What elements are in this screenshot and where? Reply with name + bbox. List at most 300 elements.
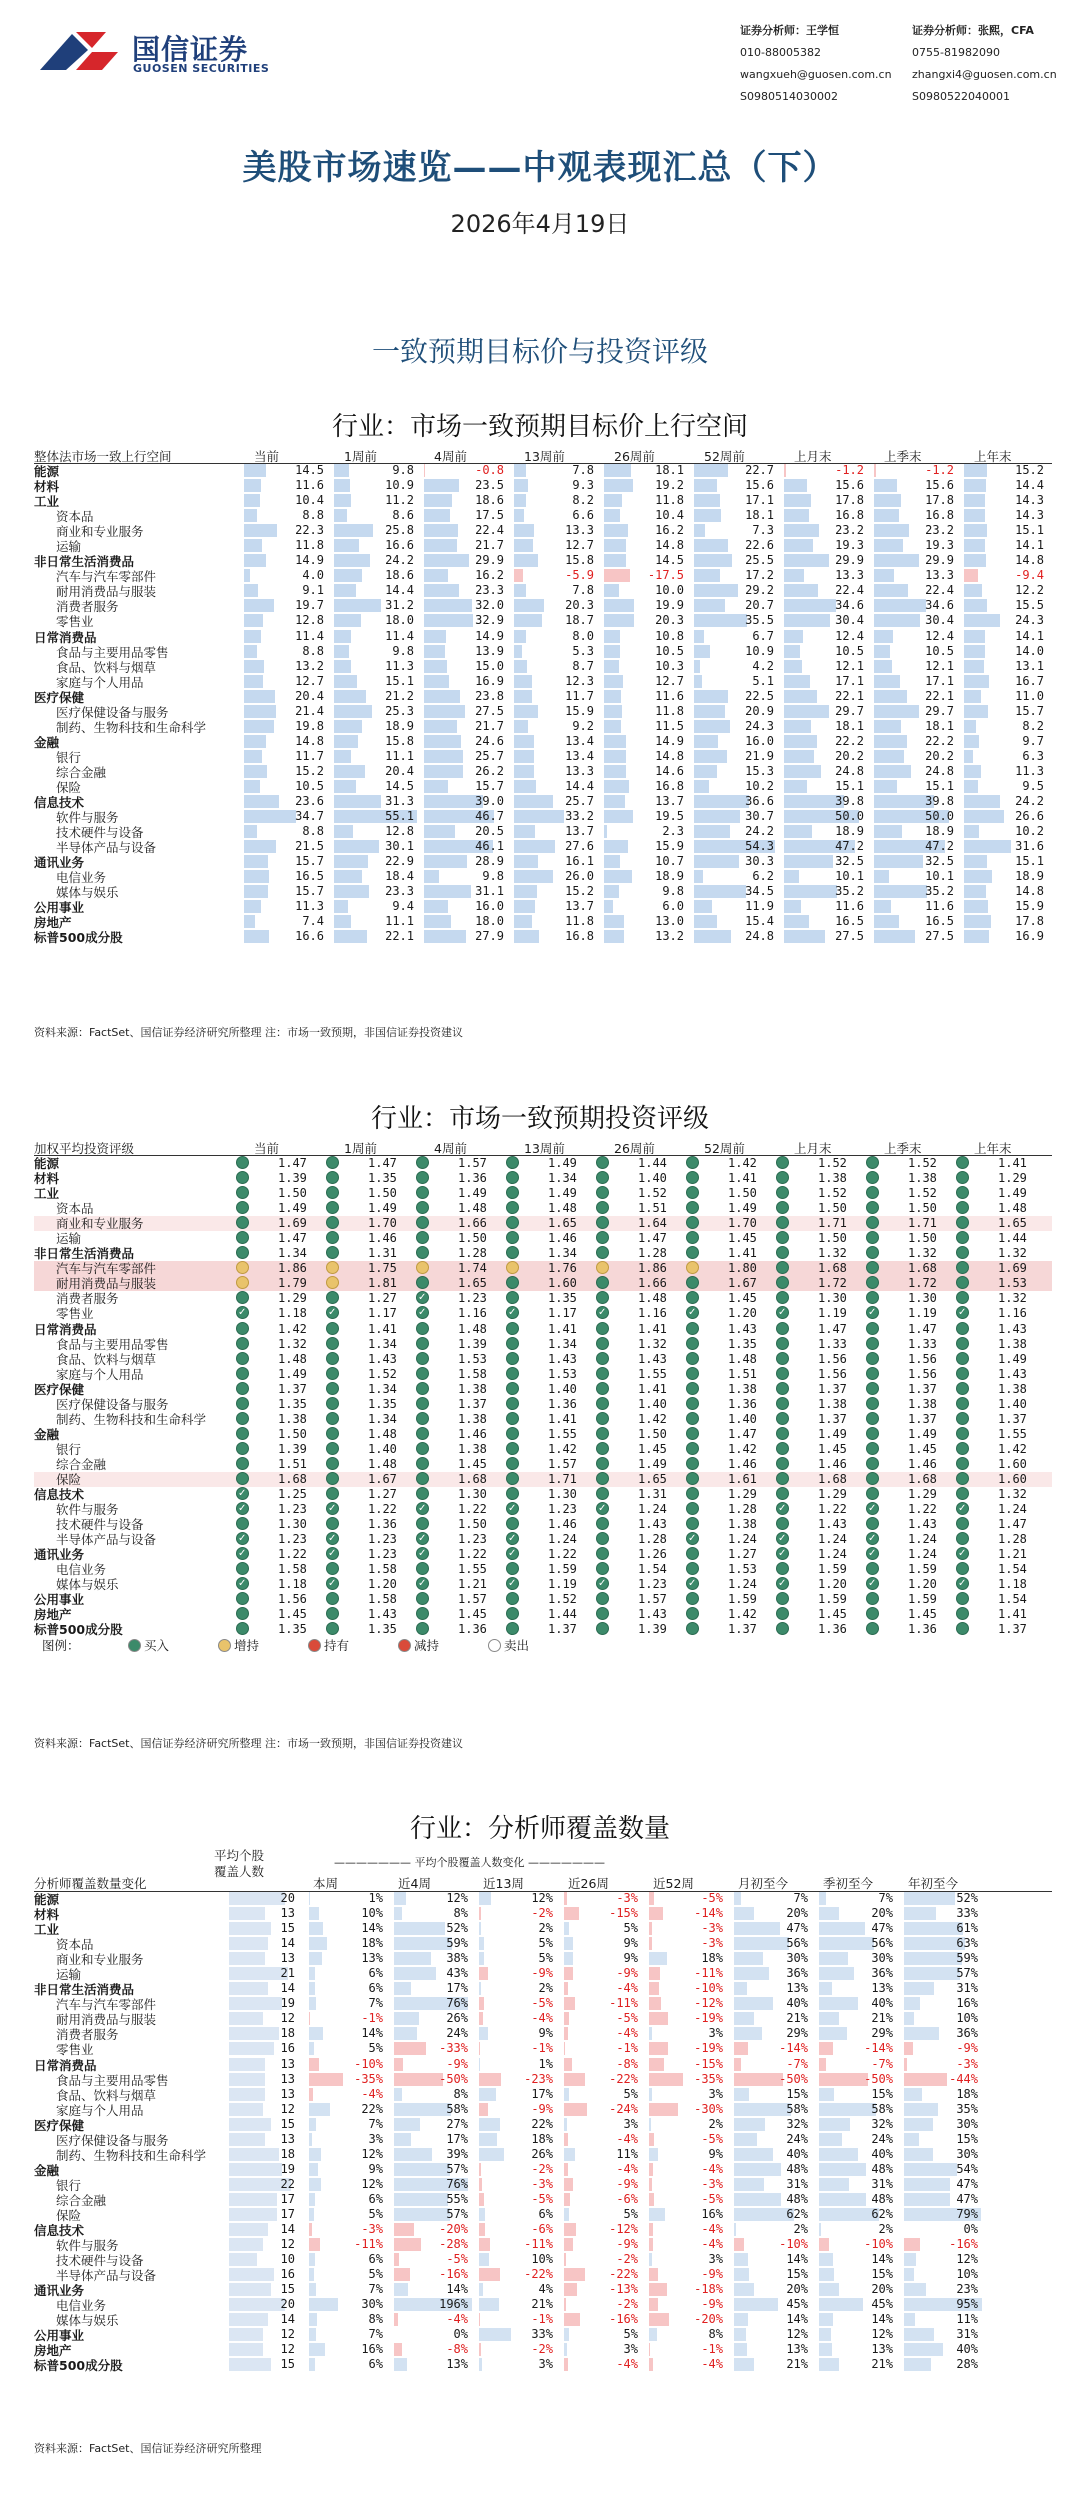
- row-label: 零售业: [56, 1306, 94, 1322]
- value-bar: [244, 840, 276, 853]
- change-number: 14%: [361, 2026, 383, 2041]
- table-row: [34, 795, 1052, 810]
- value-bar: [964, 915, 991, 928]
- table-row: [34, 2223, 1052, 2238]
- rating-icon: [866, 1472, 879, 1485]
- value-bar: [514, 630, 526, 643]
- change-cell: [564, 2042, 642, 2055]
- rating-icon: [416, 1502, 429, 1515]
- value-bar: [244, 614, 263, 627]
- value-cell: [604, 554, 688, 567]
- row-label: 零售业: [56, 614, 94, 630]
- rating-value: 1.57: [548, 1456, 577, 1471]
- rating-value: 1.29: [998, 1171, 1027, 1186]
- row-label: 房地产: [34, 915, 72, 931]
- change-bar: [479, 1982, 481, 1995]
- change-cell: [904, 2253, 982, 2266]
- rating-value: 1.24: [728, 1577, 757, 1592]
- value-bar: [874, 660, 892, 673]
- rating-icon: [866, 1156, 879, 1169]
- table-row: [34, 464, 1052, 479]
- rating-icon: [956, 1306, 969, 1319]
- change-bar: [734, 2027, 762, 2040]
- change-cell: [649, 2238, 727, 2251]
- rating-icon: [326, 1517, 339, 1530]
- value-number: 13.3: [925, 568, 954, 583]
- change-bar: [819, 2328, 831, 2341]
- value-number: 10.5: [835, 643, 864, 658]
- value-cell: [964, 765, 1048, 778]
- avg-bar: [229, 2088, 265, 2101]
- change-bar: [819, 2223, 821, 2236]
- group-header: ——————— 平均个股覆盖人数变化 ———————: [334, 1856, 605, 1869]
- value-number: 18.9: [1015, 869, 1044, 884]
- change-cell: [904, 1967, 982, 1980]
- change-cell: [904, 2193, 982, 2206]
- change-number: 47%: [956, 2191, 978, 2206]
- value-cell: [604, 645, 688, 658]
- rating-icon: [506, 1246, 519, 1259]
- row-label: 金融: [34, 1426, 60, 1442]
- row-label: 食品、饮料与烟草: [56, 2087, 157, 2103]
- change-number: 21%: [786, 2011, 808, 2026]
- avg-number: 15: [280, 2116, 295, 2131]
- value-cell: [694, 795, 778, 808]
- value-cell: [784, 810, 868, 823]
- change-number: -9%: [446, 2056, 468, 2071]
- value-bar: [334, 494, 351, 507]
- value-cell: [334, 915, 418, 928]
- change-cell: [309, 2208, 387, 2221]
- value-number: 23.2: [835, 523, 864, 538]
- value-cell: [964, 675, 1048, 688]
- value-cell: [964, 569, 1048, 582]
- change-bar: [479, 1892, 491, 1905]
- rating-value: 1.23: [458, 1291, 487, 1306]
- change-bar: [819, 2298, 863, 2311]
- avg-cell: [229, 2148, 299, 2161]
- value-number: 22.1: [835, 688, 864, 703]
- value-cell: [604, 630, 688, 643]
- value-number: 15.9: [1015, 899, 1044, 914]
- value-cell: [784, 584, 868, 597]
- rating-icon: [326, 1382, 339, 1395]
- rating-value: 1.28: [728, 1502, 757, 1517]
- change-number: 7%: [878, 1891, 893, 1905]
- rating-icon: [866, 1216, 879, 1229]
- value-number: 29.2: [745, 583, 774, 598]
- value-bar: [244, 765, 267, 778]
- value-cell: [424, 825, 508, 838]
- value-number: 7.4: [302, 914, 324, 929]
- change-number: -9%: [701, 2267, 723, 2282]
- change-bar: [649, 2148, 658, 2161]
- value-cell: [964, 464, 1048, 477]
- row-label: 汽车与汽车零部件: [56, 1261, 157, 1277]
- value-cell: [964, 705, 1048, 718]
- change-number: 16%: [956, 1996, 978, 2011]
- change-bar: [734, 2058, 741, 2071]
- change-bar: [564, 2088, 569, 2101]
- rating-icon: [326, 1231, 339, 1244]
- value-number: 9.3: [572, 478, 594, 493]
- value-cell: [424, 810, 508, 823]
- value-bar: [784, 900, 801, 913]
- row-label: 医疗保健: [34, 2117, 85, 2133]
- row-label: 公用事业: [34, 900, 85, 916]
- change-bar: [479, 1907, 481, 1920]
- change-number: 12%: [531, 1891, 553, 1905]
- legend-overweight-label: 增持: [234, 1637, 260, 1653]
- analyst-2-name: 证券分析师：张熙，CFA: [912, 24, 1034, 37]
- value-bar: [694, 780, 709, 793]
- change-number: 5%: [368, 2041, 383, 2056]
- column-header: 1周前: [344, 449, 377, 464]
- change-bar: [819, 1922, 865, 1935]
- change-cell: [309, 1967, 387, 1980]
- rating-icon: [866, 1547, 879, 1560]
- change-number: 9%: [368, 2161, 383, 2176]
- value-number: 19.5: [655, 809, 684, 824]
- change-bar: [309, 1922, 323, 1935]
- change-number: -10%: [694, 1981, 723, 1996]
- value-bar: [964, 599, 987, 612]
- rating-value: 1.52: [548, 1592, 577, 1607]
- rating-value: 1.49: [278, 1366, 307, 1381]
- value-number: 24.8: [925, 763, 954, 778]
- change-number: 13%: [871, 1981, 893, 1996]
- rating-value: 1.55: [638, 1366, 667, 1381]
- change-number: -50%: [779, 2071, 808, 2086]
- table-row: [34, 569, 1052, 584]
- change-bar: [904, 2313, 915, 2326]
- rating-icon: [686, 1156, 699, 1169]
- change-cell: [819, 1952, 897, 1965]
- change-number: 2%: [878, 2222, 893, 2237]
- value-bar: [874, 630, 893, 643]
- change-cell: [819, 2148, 897, 2161]
- change-number: 3%: [538, 2357, 553, 2372]
- change-bar: [904, 2268, 914, 2281]
- rating-value: 1.52: [818, 1156, 847, 1170]
- change-number: 10%: [956, 2011, 978, 2026]
- value-bar: [874, 599, 926, 612]
- change-number: 14%: [871, 2312, 893, 2327]
- rating-value: 1.32: [998, 1246, 1027, 1261]
- avg-number: 12: [280, 2327, 295, 2342]
- rating-icon: [956, 1592, 969, 1605]
- change-number: 58%: [446, 2101, 468, 2116]
- change-cell: [649, 1952, 727, 1965]
- rating-icon: [236, 1427, 249, 1440]
- value-number: 39.8: [925, 794, 954, 809]
- change-number: 6%: [538, 2206, 553, 2221]
- rating-value: 1.41: [998, 1156, 1027, 1170]
- rating-value: 1.49: [638, 1456, 667, 1471]
- value-number: 20.5: [475, 824, 504, 839]
- table-header: [34, 446, 1052, 464]
- rating-icon: [506, 1577, 519, 1590]
- value-bar: [784, 494, 811, 507]
- rating-value: 1.49: [278, 1201, 307, 1216]
- value-cell: [874, 810, 958, 823]
- change-bar: [734, 2118, 765, 2131]
- row-label: 能源: [34, 1892, 60, 1907]
- rating-value: 1.20: [908, 1577, 937, 1592]
- row-label: 综合金融: [56, 764, 107, 780]
- rating-value: 1.51: [728, 1366, 757, 1381]
- value-number: 10.1: [925, 869, 954, 884]
- change-cell: [819, 2133, 897, 2146]
- change-number: 21%: [786, 2357, 808, 2372]
- rating-value: 1.68: [278, 1471, 307, 1486]
- value-cell: [694, 464, 778, 477]
- change-bar: [309, 2163, 318, 2176]
- value-cell: [694, 705, 778, 718]
- change-bar: [819, 2088, 834, 2101]
- change-bar: [479, 2313, 480, 2326]
- value-number: 36.6: [745, 794, 774, 809]
- change-number: -2%: [531, 2342, 553, 2357]
- row-label: 保险: [56, 779, 82, 795]
- rating-icon: [326, 1367, 339, 1380]
- value-bar: [784, 885, 837, 898]
- rating-icon: [236, 1562, 249, 1575]
- row-label: 制药、生物科技和生命科学: [56, 719, 207, 735]
- avg-bar: [229, 2223, 268, 2236]
- value-bar: [874, 765, 911, 778]
- avg-bar: [229, 2328, 263, 2341]
- change-number: 12%: [361, 2146, 383, 2161]
- value-number: 18.1: [835, 718, 864, 733]
- change-number: 21%: [531, 2297, 553, 2312]
- change-cell: [734, 1982, 812, 1995]
- change-bar: [649, 2118, 651, 2131]
- avg-header-line2: 覆盖人数: [214, 1864, 265, 1879]
- value-cell: [424, 855, 508, 868]
- change-cell: [309, 2042, 387, 2055]
- change-number: 26%: [446, 2011, 468, 2026]
- change-cell: [819, 2238, 897, 2251]
- rating-value: 1.48: [998, 1201, 1027, 1216]
- value-bar: [784, 765, 821, 778]
- table-row: [34, 1457, 1052, 1472]
- change-cell: [394, 2238, 472, 2251]
- row-label: 工业: [34, 1922, 60, 1938]
- avg-bar: [229, 1892, 285, 1905]
- rating-icon: [596, 1577, 609, 1590]
- value-number: 16.2: [655, 523, 684, 538]
- change-cell: [564, 1892, 642, 1905]
- change-bar: [649, 2343, 650, 2356]
- value-number: 32.5: [835, 854, 864, 869]
- rating-icon: [596, 1502, 609, 1515]
- change-bar: [394, 2058, 403, 2071]
- analyst-2: [912, 20, 1057, 108]
- rating-icon: [866, 1276, 879, 1289]
- rating-icon: [416, 1427, 429, 1440]
- value-cell: [334, 599, 418, 612]
- rating-icon: [776, 1261, 789, 1274]
- value-bar: [604, 750, 626, 763]
- value-bar: [964, 630, 985, 643]
- change-cell: [564, 2253, 642, 2266]
- change-cell: [819, 2193, 897, 2206]
- value-bar: [604, 870, 632, 883]
- value-bar: [424, 705, 465, 718]
- change-bar: [649, 2268, 658, 2281]
- rating-icon: [596, 1517, 609, 1530]
- rating-value: 1.39: [458, 1336, 487, 1351]
- change-number: 3%: [708, 2026, 723, 2041]
- rating-value: 1.66: [638, 1276, 667, 1291]
- value-bar: [424, 930, 466, 943]
- value-cell: [874, 479, 958, 492]
- avg-cell: [229, 2283, 299, 2296]
- avg-bar: [229, 2208, 277, 2221]
- change-cell: [649, 2073, 727, 2086]
- value-cell: [334, 630, 418, 643]
- column-header: 上季末: [884, 1141, 922, 1156]
- value-bar: [244, 900, 261, 913]
- analyst-2-email[interactable]: zhangxi4@guosen.com.cn: [912, 68, 1057, 81]
- value-number: 24.8: [835, 763, 864, 778]
- value-number: 14.4: [385, 583, 414, 598]
- change-cell: [309, 1997, 387, 2010]
- value-cell: [604, 885, 688, 898]
- value-bar: [424, 599, 472, 612]
- change-bar: [649, 1892, 654, 1905]
- value-bar: [514, 750, 534, 763]
- value-number: 11.8: [565, 914, 594, 929]
- change-cell: [394, 2328, 472, 2341]
- table-row: [34, 1322, 1052, 1337]
- value-number: 21.2: [385, 688, 414, 703]
- change-number: -7%: [871, 2056, 893, 2071]
- rating-icon: [866, 1577, 879, 1590]
- corner-label: 加权平均投资评级: [34, 1141, 135, 1156]
- rating-icon: [866, 1592, 879, 1605]
- rating-icon: [686, 1442, 699, 1455]
- row-label: 金融: [34, 2162, 60, 2178]
- avg-cell: [229, 1937, 299, 1950]
- row-label: 保险: [56, 2207, 82, 2223]
- table-row: [34, 1517, 1052, 1532]
- change-number: 15%: [871, 2086, 893, 2101]
- value-bar: [424, 915, 451, 928]
- rating-value: 1.34: [368, 1381, 397, 1396]
- row-label: 媒体与娱乐: [56, 1577, 119, 1593]
- value-number: 16.8: [835, 508, 864, 523]
- rating-icon: [326, 1186, 339, 1199]
- rating-value: 1.22: [908, 1502, 937, 1517]
- rating-value: 1.42: [548, 1441, 577, 1456]
- row-label: 软件与服务: [56, 810, 119, 826]
- value-number: 14.6: [655, 763, 684, 778]
- value-cell: [784, 900, 868, 913]
- rating-value: 1.49: [458, 1186, 487, 1201]
- change-number: 95%: [956, 2297, 978, 2312]
- rating-value: 1.45: [728, 1291, 757, 1306]
- avg-bar: [229, 2148, 279, 2161]
- rating-icon: [416, 1352, 429, 1365]
- avg-number: 17: [280, 2206, 295, 2221]
- value-bar: [424, 464, 425, 477]
- value-number: 14.5: [385, 778, 414, 793]
- value-number: 7.8: [572, 463, 594, 477]
- change-cell: [479, 2148, 557, 2161]
- value-cell: [964, 750, 1048, 763]
- value-cell: [964, 690, 1048, 703]
- change-number: 5%: [538, 1951, 553, 1966]
- rating-icon: [866, 1532, 879, 1545]
- change-number: 1%: [538, 2056, 553, 2071]
- row-label: 食品与主要用品零售: [56, 2072, 169, 2088]
- value-bar: [334, 539, 359, 552]
- change-cell: [479, 2178, 557, 2191]
- value-number: 15.5: [1015, 598, 1044, 613]
- change-cell: [479, 2133, 557, 2146]
- rating-icon: [506, 1352, 519, 1365]
- rating-icon: [776, 1352, 789, 1365]
- rating-value: 1.32: [818, 1246, 847, 1261]
- rating-value: 1.69: [278, 1216, 307, 1231]
- value-cell: [424, 630, 508, 643]
- change-number: 6%: [368, 2191, 383, 2206]
- avg-cell: [229, 1892, 299, 1905]
- rating-value: 1.41: [638, 1381, 667, 1396]
- value-cell: [424, 479, 508, 492]
- change-number: -12%: [609, 2222, 638, 2237]
- change-cell: [904, 2313, 982, 2326]
- change-number: 47%: [956, 2176, 978, 2191]
- value-cell: [694, 660, 778, 673]
- value-cell: [514, 509, 598, 522]
- legend-overweight-icon: [218, 1639, 231, 1652]
- value-bar: [244, 735, 266, 748]
- rating-value: 1.59: [728, 1592, 757, 1607]
- avg-bar: [229, 2253, 257, 2266]
- value-bar: [334, 675, 357, 688]
- change-number: 7%: [368, 2116, 383, 2131]
- value-number: 25.5: [745, 553, 774, 568]
- value-cell: [514, 780, 598, 793]
- value-number: 12.3: [565, 673, 594, 688]
- value-cell: [784, 885, 868, 898]
- rating-value: 1.24: [728, 1532, 757, 1547]
- value-bar: [604, 584, 619, 597]
- table-header: [34, 1846, 1052, 1892]
- row-label: 食品、饮料与烟草: [56, 1351, 157, 1367]
- value-bar: [874, 614, 920, 627]
- rating-value: 1.39: [278, 1171, 307, 1186]
- change-cell: [309, 1952, 387, 1965]
- value-cell: [424, 930, 508, 943]
- rating-value: 1.38: [908, 1171, 937, 1186]
- change-number: 7%: [368, 2327, 383, 2342]
- change-number: -11%: [524, 2237, 553, 2252]
- change-bar: [394, 2148, 432, 2161]
- value-number: 10.4: [295, 493, 324, 508]
- analyst-1-email[interactable]: wangxueh@guosen.com.cn: [740, 68, 892, 81]
- rating-value: 1.81: [368, 1276, 397, 1291]
- change-number: -4%: [616, 2357, 638, 2372]
- value-bar: [784, 855, 833, 868]
- change-bar: [649, 2163, 653, 2176]
- value-cell: [694, 885, 778, 898]
- value-number: 11.3: [1015, 763, 1044, 778]
- change-bar: [904, 2343, 943, 2356]
